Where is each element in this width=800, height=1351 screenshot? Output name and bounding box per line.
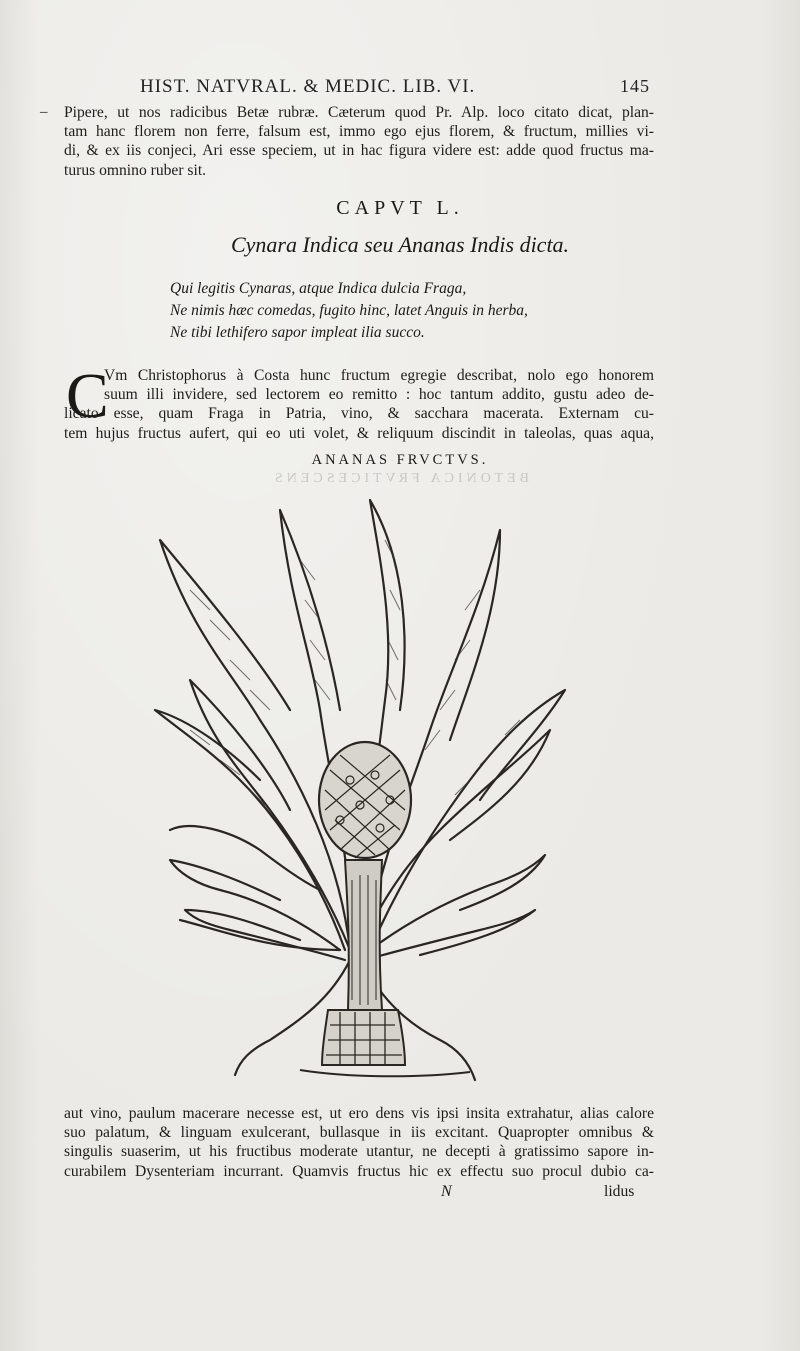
text-line: licato esse, quam Fraga in Patria, vino, & sacchara macerata. Externam cu- (64, 405, 654, 423)
text-line: suo palatum, & linguam exulcerant, bullasque in iis excitant. Quapropter omnibus & (64, 1124, 654, 1142)
text-line: turus omnino ruber sit. (64, 161, 207, 179)
margin-dash: – (40, 104, 48, 120)
verse-epigraph (170, 278, 590, 344)
catchword: lidus (604, 1183, 635, 1200)
running-title: HIST. NATVRAL. & MEDIC. LIB. VI. (140, 76, 476, 97)
text-line: di, & ex iis conjeci, Ari esse speciem, ut in hac figura videre est: adde quod fructus ma- (64, 142, 654, 160)
pineapple-woodcut-illustration (150, 480, 570, 1090)
text-line: tam hanc florem non ferre, falsum est, immo ego ejus florem, & fructum, millies vi- (64, 123, 654, 141)
figure-caption: ANANAS FRVCTVS. (311, 452, 489, 468)
page-number: 145 (620, 76, 650, 96)
text-line: Pipere, ut nos radicibus Betæ rubræ. Cæterum quod Pr. Alp. loco citato dicat, plan- (64, 104, 654, 121)
intro-paragraph (64, 103, 654, 180)
chapter-subtitle: Cynara Indica seu Ananas Indis dicta. (230, 232, 570, 257)
body-paragraph-2 (64, 1104, 654, 1181)
text-line: suum illi invidere, sed lectorem eo remitto : hoc tantum addito, gustu adeo de- (104, 386, 654, 404)
signature-mark: N (441, 1183, 452, 1200)
verse-line: Ne nimis hæc comedas, fugito hinc, latet Anguis in herba, (170, 302, 528, 319)
text-line: aut vino, paulum macerare necesse est, ut ero dens vis ipsi insita extrahatur, alias calore (64, 1105, 654, 1122)
text-line: curabilem Dysenteriam incurrant. Quamvis fructus hic ex effectu suo procul dubio ca- (64, 1162, 654, 1180)
chapter-heading: CAPVT L. (336, 197, 464, 219)
drop-cap: C (66, 360, 109, 431)
show-through-text: BETONICA FRVTICESCENS (270, 471, 530, 486)
verse-line: Qui legitis Cynaras, atque Indica dulcia Fraga, (170, 280, 467, 297)
body-paragraph-1 (64, 366, 654, 443)
verse-line: Ne tibi lethifero sapor impleat ilia succo. (170, 324, 425, 341)
text-line: Vm Christophorus à Costa hunc fructum egregie describat, nolo ego honorem (104, 367, 654, 384)
text-line: tem hujus fructus aufert, qui eo uti volet, & reliquum discindit in taleolas, quas aqua, (64, 424, 654, 442)
text-line: singulis suaserim, ut his fructibus moderate utantur, ne decepti à gratissimo sapore in- (64, 1143, 654, 1161)
